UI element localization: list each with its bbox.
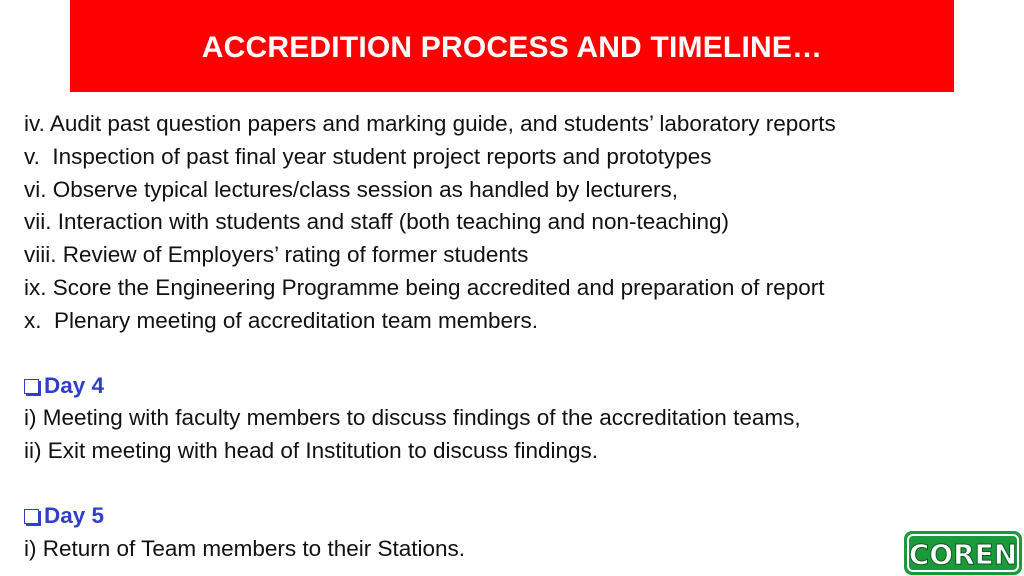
day-5-item: i) Return of Team members to their Stations. [24, 535, 466, 561]
step-item: iv. Audit past question papers and marking guide, and students’ laboratory reports [24, 111, 836, 136]
day-4-item: i) Meeting with faculty members to discuss findings of the accreditation teams, [24, 405, 801, 431]
step-item: v. Inspection of past final year student project reports and prototypes [24, 143, 712, 169]
step-item: vi. Observe typical lectures/class session as handled by lecturers, [24, 176, 679, 202]
section-spacer [24, 468, 1004, 500]
step-item: vii. Interaction with students and staff (both teaching and non-teaching) [24, 209, 730, 235]
svg-text:COREN: COREN [908, 538, 1018, 571]
checkbox-bullet-icon [24, 509, 39, 524]
day-4-heading [24, 370, 1004, 403]
day-5-label: Day 5 [44, 502, 105, 528]
checkbox-bullet-icon [24, 379, 39, 394]
page-title: ACCREDITION PROCESS AND TIMELINE… [201, 31, 823, 64]
step-item: x. Plenary meeting of accreditation team members. [24, 307, 538, 333]
coren-logo [903, 528, 1024, 576]
title-banner [70, 0, 954, 92]
section-spacer [24, 338, 1004, 370]
slide-content [24, 108, 1004, 566]
day-4-item: ii) Exit meeting with head of Institution to discuss findings. [24, 438, 599, 464]
step-item: ix. Score the Engineering Programme being accredited and preparation of report [24, 274, 825, 300]
step-item: viii. Review of Employers’ rating of former students [24, 242, 529, 268]
day-4-label: Day 4 [44, 372, 105, 398]
day-5-heading [24, 500, 1004, 533]
